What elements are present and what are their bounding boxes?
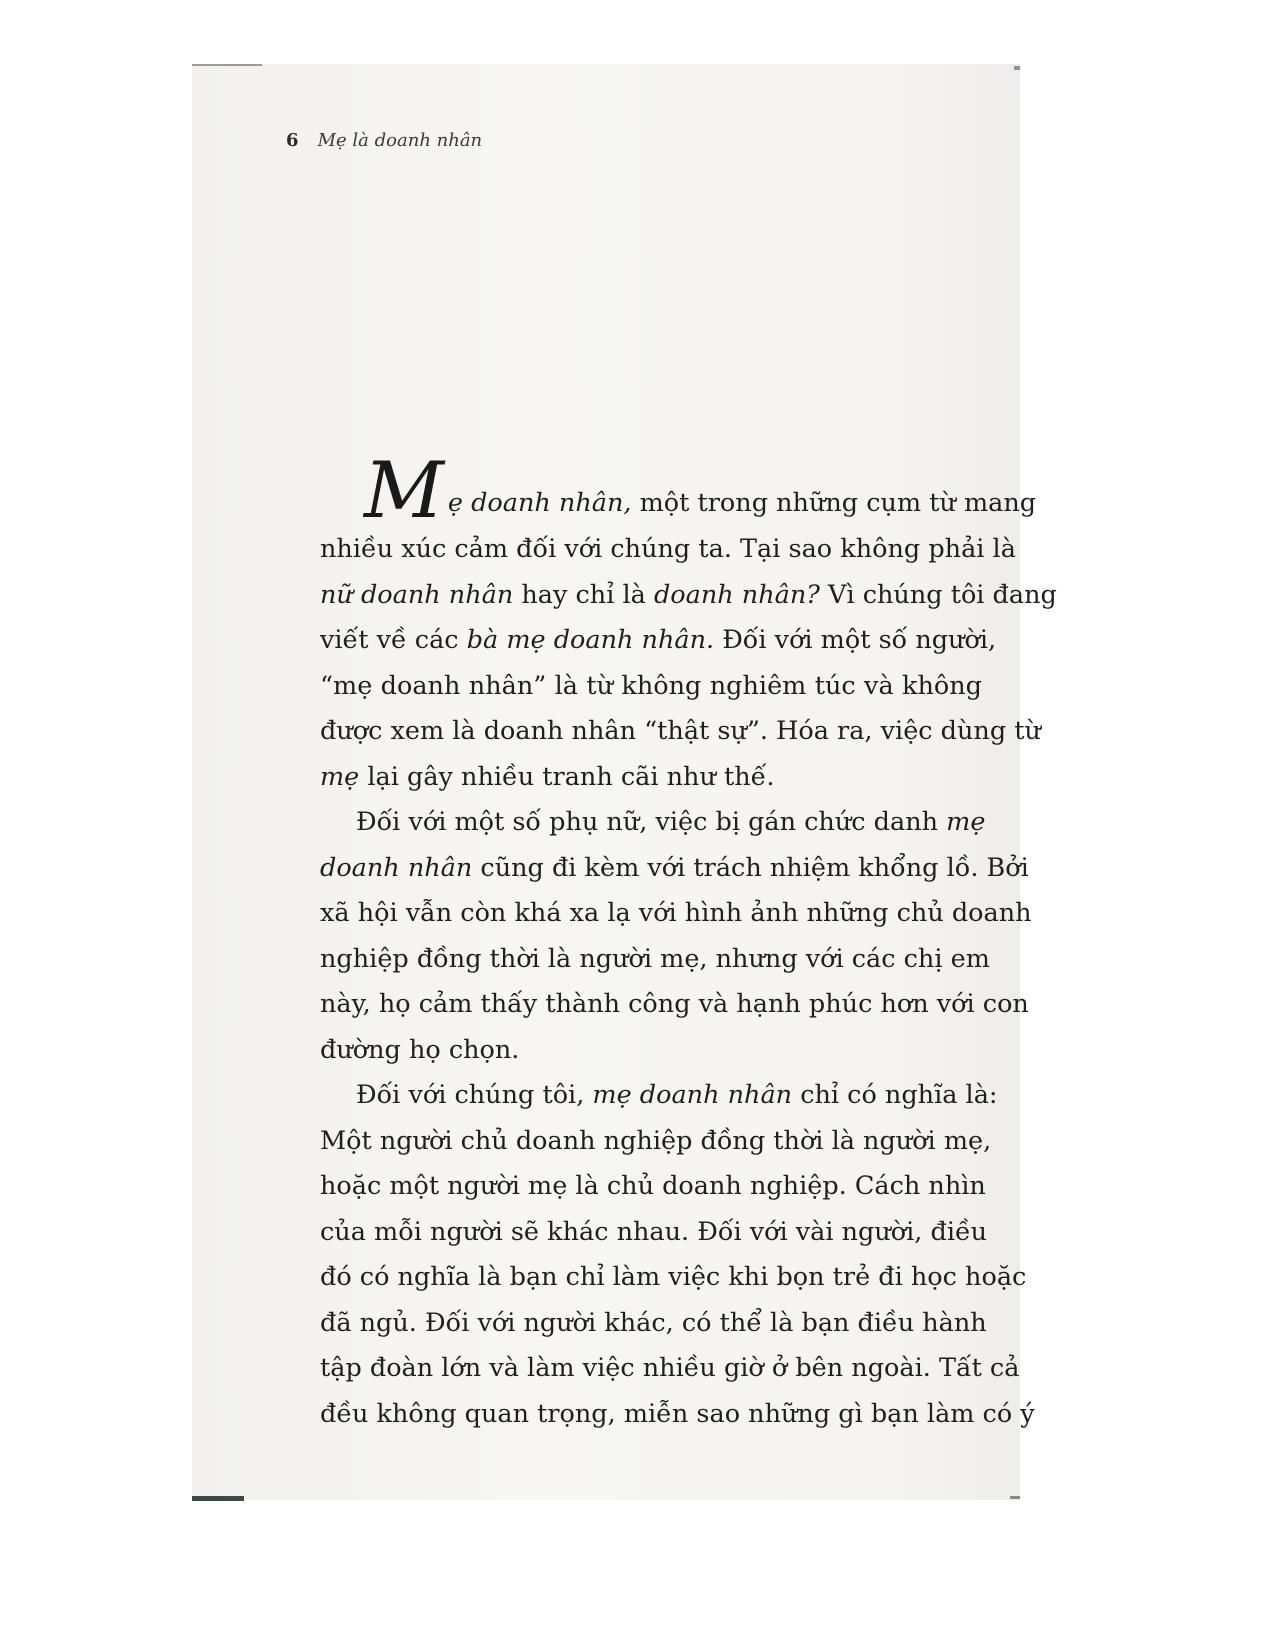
text-span: đường họ chọn. [320, 1034, 520, 1065]
text-line [320, 1301, 987, 1347]
running-header [286, 130, 482, 151]
text-line [320, 1028, 982, 1074]
text-line [320, 937, 990, 983]
text-line [320, 1346, 1020, 1392]
text-line [320, 1255, 1027, 1301]
text-line [320, 709, 1041, 755]
text-line [320, 573, 1057, 619]
running-title: Mẹ là doanh nhân [317, 130, 483, 151]
text-span: Đối với chúng tôi, [356, 1080, 593, 1110]
emphasis-text: nữ doanh nhân [320, 579, 514, 610]
text-span: nghiệp đồng thời là người mẹ, nhưng với các chị em [320, 943, 990, 974]
text-line [320, 1210, 988, 1256]
page-corner-mark [1010, 1496, 1020, 1499]
emphasis-text: mẹ [946, 807, 986, 837]
text-line [320, 446, 1037, 536]
drop-cap: M [364, 446, 444, 536]
emphasis-text: mẹ doanh nhân [592, 1080, 793, 1110]
emphasis-text: ẹ doanh nhân, [447, 488, 632, 518]
text-span: Đối với một số phụ nữ, việc bị gán chức danh [356, 807, 947, 837]
text-span: này, họ cảm thấy thành công và hạnh phúc hơn với con [320, 989, 1029, 1019]
page-corner-mark [1014, 66, 1020, 70]
text-line [320, 527, 1016, 573]
text-span: đã ngủ. Đối với người khác, có thể là bạn điều hành [320, 1307, 987, 1338]
text-span: xã hội vẫn còn khá xa lạ với hình ảnh những chủ doanh [320, 898, 1032, 928]
text-span: của mỗi người sẽ khác nhau. Đối với vài người, điều [320, 1216, 988, 1247]
text-span: Một người chủ doanh nghiệp đồng thời là người mẹ, [320, 1125, 992, 1156]
text-line [320, 891, 1032, 937]
text-line [320, 1073, 998, 1119]
text-line [320, 664, 982, 710]
text-span: được xem là doanh nhân “thật sự”. Hóa ra, việc dùng từ [320, 716, 1041, 746]
text-line [320, 1392, 1035, 1438]
text-line [320, 982, 1029, 1028]
text-span: cũng đi kèm với trách nhiệm khổng lồ. Bởi [472, 852, 1029, 883]
text-span: Vì chúng tôi đang [819, 579, 1057, 610]
text-span: viết về các [320, 625, 467, 655]
text-line [320, 755, 982, 801]
text-span: lại gây nhiều tranh cãi như thế. [359, 761, 775, 792]
text-span: tập đoàn lớn và làm việc nhiều giờ ở bên ngoài. Tất cả [320, 1353, 1020, 1383]
text-line [320, 1164, 986, 1210]
emphasis-text: doanh nhân? [653, 579, 820, 610]
page-edge-bottom [192, 1496, 244, 1501]
text-span: đều không quan trọng, miễn sao những gì bạn làm có ý [320, 1398, 1035, 1429]
emphasis-text: mẹ [320, 761, 360, 792]
text-span: “mẹ doanh nhân” là từ không nghiêm túc và không [320, 670, 982, 701]
text-line [320, 1119, 992, 1165]
text-span: một trong những cụm từ mang [631, 488, 1037, 518]
page-number: 6 [286, 130, 299, 151]
body-text [320, 446, 1057, 1437]
emphasis-text: bà mẹ doanh nhân. [466, 625, 715, 655]
text-line [320, 618, 997, 664]
text-line [320, 800, 986, 846]
text-line [320, 846, 1029, 892]
text-span: hay chỉ là [513, 579, 654, 610]
text-span: hoặc một người mẹ là chủ doanh nghiệp. Cách nhìn [320, 1171, 986, 1201]
text-span: chỉ có nghĩa là: [792, 1080, 998, 1110]
text-span: nhiều xúc cảm đối với chúng ta. Tại sao không phải là [320, 534, 1016, 564]
emphasis-text: doanh nhân [320, 852, 473, 883]
page-edge-top [192, 64, 262, 66]
text-span: đó có nghĩa là bạn chỉ làm việc khi bọn trẻ đi học hoặc [320, 1262, 1027, 1292]
text-span: Đối với một số người, [714, 625, 997, 655]
